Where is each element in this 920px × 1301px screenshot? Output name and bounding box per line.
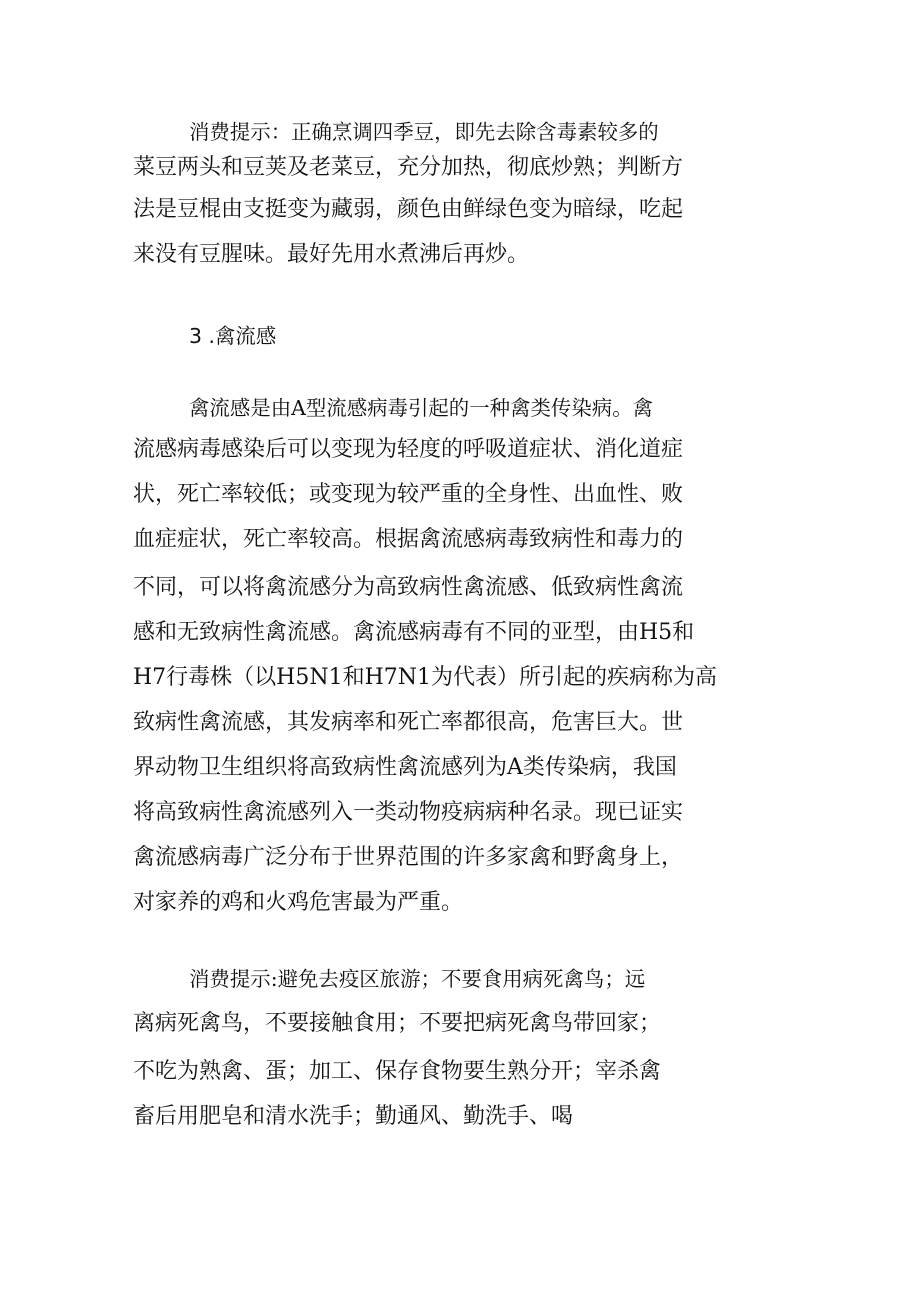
text-line: 界动物卫生组织将高致病性禽流感列为A类传染病，我国	[133, 755, 677, 780]
text-line: 消费提示：正确烹调四季豆，即先去除含毒素较多的	[189, 120, 659, 144]
text-line: 来没有豆腥味。最好先用水煮沸后再炒。	[133, 242, 530, 267]
text-line: 对家养的鸡和火鸡危害最为严重。	[133, 890, 464, 915]
text-line: 禽流感是由A型流感病毒引起的一种禽类传染病。禽	[189, 396, 654, 420]
text-line: 离病死禽鸟，不要接触食用；不要把病死禽鸟带回家；	[133, 1011, 662, 1036]
section-heading: 3 .禽流感	[189, 324, 277, 348]
text-line: 不吃为熟禽、蛋；加工、保存食物要生熟分开；宰杀禽	[133, 1059, 662, 1084]
text-line: 消费提示:避免去疫区旅游；不要食用病死禽鸟；远	[189, 967, 646, 991]
text-line: H7行毒株（以H5N1和H7N1为代表）所引起的疾病称为高	[133, 665, 718, 690]
text-line: 状，死亡率较低；或变现为较严重的全身性、出血性、败	[133, 482, 684, 507]
text-line: 禽流感病毒广泛分布于世界范围的许多家禽和野禽身上，	[133, 845, 684, 870]
text-line: 不同，可以将禽流感分为高致病性禽流感、低致病性禽流	[133, 575, 684, 600]
text-line: 法是豆棍由支挺变为藏弱，颜色由鲜绿色变为暗绿，吃起	[133, 197, 684, 222]
text-line: 血症症状，死亡率较高。根据禽流感病毒致病性和毒力的	[133, 527, 684, 552]
text-line: 将高致病性禽流感列入一类动物疫病病种名录。现已证实	[133, 800, 684, 825]
text-line: 感和无致病性禽流感。禽流感病毒有不同的亚型，由H5和	[133, 620, 695, 645]
text-line: 菜豆两头和豆荚及老菜豆，充分加热，彻底炒熟；判断方	[133, 155, 684, 180]
text-line: 流感病毒感染后可以变现为轻度的呼吸道症状、消化道症	[133, 437, 684, 462]
text-line: 畜后用肥皂和清水洗手；勤通风、勤洗手、喝	[133, 1104, 574, 1129]
text-line: 致病性禽流感，其发病率和死亡率都很高，危害巨大。世	[133, 710, 684, 735]
